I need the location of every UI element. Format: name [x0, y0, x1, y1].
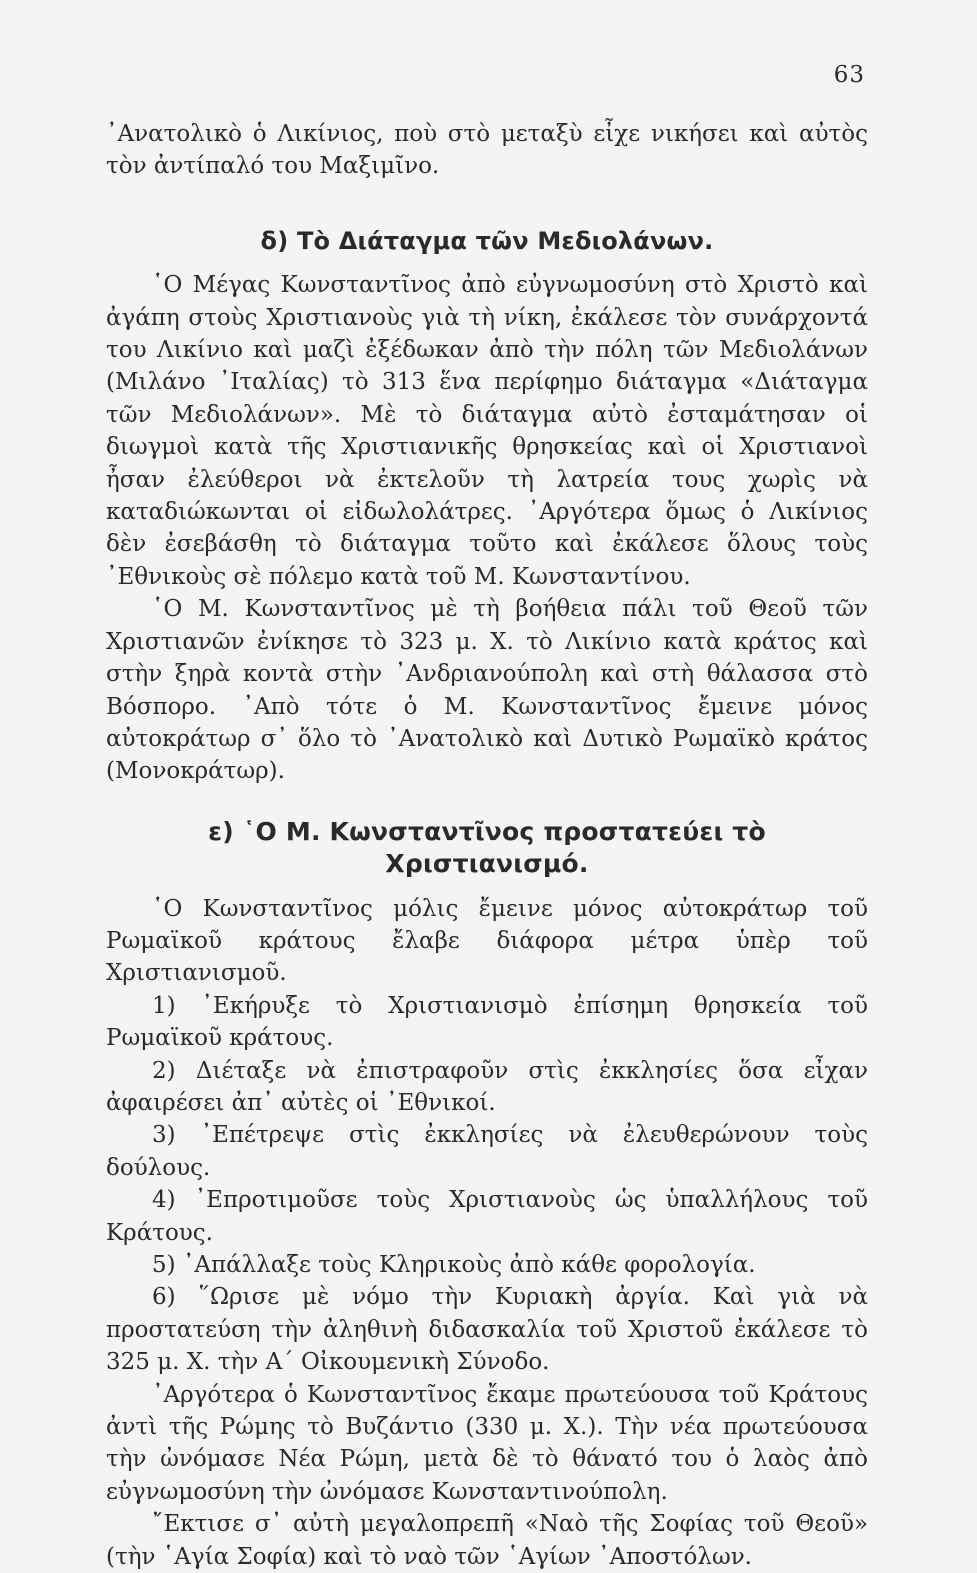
page-body	[106, 118, 868, 1573]
list-item-2: 2) Διέταξε νὰ ἐπιστραφοῦν στὶς ἐκκλησίες ὅσα εἶχαν ἀφαιρέσει ἀπ᾿ αὐτὲς οἱ ᾿Εθνικοί.	[106, 1057, 868, 1116]
paragraph-new-capital: ᾿Αργότερα ὁ Κωνσταντῖνος ἔκαμε πρωτεύουσα τοῦ Κράτους ἀντὶ τῆς Ρώμης τὸ Βυζάντιο (330 μ. Χ.). Τὴν νέα πρωτεύουσα τὴν ὠνόμασε Νέα Ρώμη, μετὰ δὲ τὸ θάνατό του ὁ λαὸς ἀπὸ εὐγνωμοσύνη τὴν ὠνόμασε Κωνσταντινούπολη.	[106, 1381, 868, 1505]
list-item-1: 1) ᾿Εκήρυξε τὸ Χριστιανισμὸ ἐπίσημη θρησκεία τοῦ Ρωμαϊκοῦ κράτους.	[106, 992, 868, 1052]
paragraph-hagia-sophia: ῎Εκτισε σ᾿ αὐτὴ μεγαλοπρεπῆ «Ναὸ τῆς Σοφίας τοῦ Θεοῦ» (τὴν ῾Αγία Σοφία) καὶ τὸ ναὸ τῶν ῾Αγίων ᾿Αποστόλων.	[106, 1511, 868, 1570]
paragraph-continuation: ᾿Ανατολικὸ ὁ Λικίνιος, ποὺ στὸ μεταξὺ εἶχε νικήσει καὶ αὐτὸς τὸν ἀντίπαλό του Μαξιμῖνο.	[106, 121, 868, 180]
paragraph-measures-intro: ῾Ο Κωνσταντῖνος μόλις ἔμεινε μόνος αὐτοκράτωρ τοῦ Ρωμαϊκοῦ κράτους ἔλαβε διάφορα μέτρα ὑπὲρ τοῦ Χριστιανισμοῦ.	[106, 895, 868, 987]
list-item-6: 6) ῞Ωρισε μὲ νόμο τὴν Κυριακὴ ἀργία. Καὶ γιὰ νὰ προστατεύση τὴν ἀληθινὴ διδασκαλία τοῦ Χριστοῦ ἐκάλεσε τὸ 325 μ. Χ. τὴν Α΄ Οἰκουμενικὴ Σύνοδο.	[106, 1284, 868, 1376]
paragraph-victory-323: ῾Ο Μ. Κωνσταντῖνος μὲ τὴ βοήθεια πάλι τοῦ Θεοῦ τῶν Χριστιανῶν ἐνίκησε τὸ 323 μ. Χ. τὸ Λικίνιο κατὰ κράτος καὶ στὴν ξηρὰ κοντὰ στὴν ᾿Ανδριανούπολη καὶ στὴ θάλασσα στὸ Βόσπορο. ᾿Απὸ τότε ὁ Μ. Κωνσταντῖνος ἔμεινε μόνος αὐτοκράτωρ σ᾿ ὅλο τὸ ᾿Ανατολικὸ καὶ Δυτικὸ Ρωμαϊκὸ κράτος (Μονοκράτωρ).	[106, 596, 868, 785]
list-item-4: 4) ᾿Επροτιμοῦσε τοὺς Χριστιανοὺς ὡς ὑπαλλήλους τοῦ Κράτους.	[106, 1187, 868, 1246]
paragraph-edict: ῾Ο Μέγας Κωνσταντῖνος ἀπὸ εὐγνωμοσύνη στὸ Χριστὸ καὶ ἀγάπη στοὺς Χριστιανοὺς γιὰ τὴ νίκη, ἐκάλεσε τὸν συνάρχοντά του Λικίνιο καὶ μαζὶ ἐξέδωκαν ἀπὸ τὴν πόλη τῶν Μεδιολάνων (Μιλάνο ᾿Ιταλίας) τὸ 313 ἕνα περίφημο διάταγμα «Διάταγμα τῶν Μεδιολάνων». Μὲ τὸ διάταγμα αὐτὸ ἐσταμάτησαν οἱ διωγμοὶ κατὰ τῆς Χριστιανικῆς θρησκείας καὶ οἱ Χριστιανοὶ ἦσαν ἐλεύθεροι νὰ ἐκτελοῦν τὴ λατρεία τους χωρὶς νὰ καταδιώκωνται οἱ εἰδωλολάτρες. ᾿Αργότερα ὅμως ὁ Λικίνιος δὲν ἐσεβάσθη τὸ διάταγμα τοῦτο καὶ ἐκάλεσε ὅλους τοὺς ᾿Εθνικοὺς σὲ πόλεμο κατὰ τοῦ Μ. Κωνσταντίνου.	[106, 272, 868, 590]
section-heading-edict-of-milan: δ) Τὸ Διάταγμα τῶν Μεδιολάνων.	[260, 226, 714, 255]
list-item-3: 3) ᾿Επέτρεψε στὶς ἐκκλησίες νὰ ἐλευθερώνουν τοὺς δούλους.	[106, 1122, 868, 1181]
section-heading-protection-of-christianity: ε) ῾Ο Μ. Κωνσταντῖνος προστατεύει τὸ Χριστιανισμό.	[208, 816, 766, 879]
list-item-5: 5) ᾿Απάλλαξε τοὺς Κληρικοὺς ἀπὸ κάθε φορολογία.	[152, 1252, 756, 1278]
page-number: 63	[833, 62, 865, 88]
